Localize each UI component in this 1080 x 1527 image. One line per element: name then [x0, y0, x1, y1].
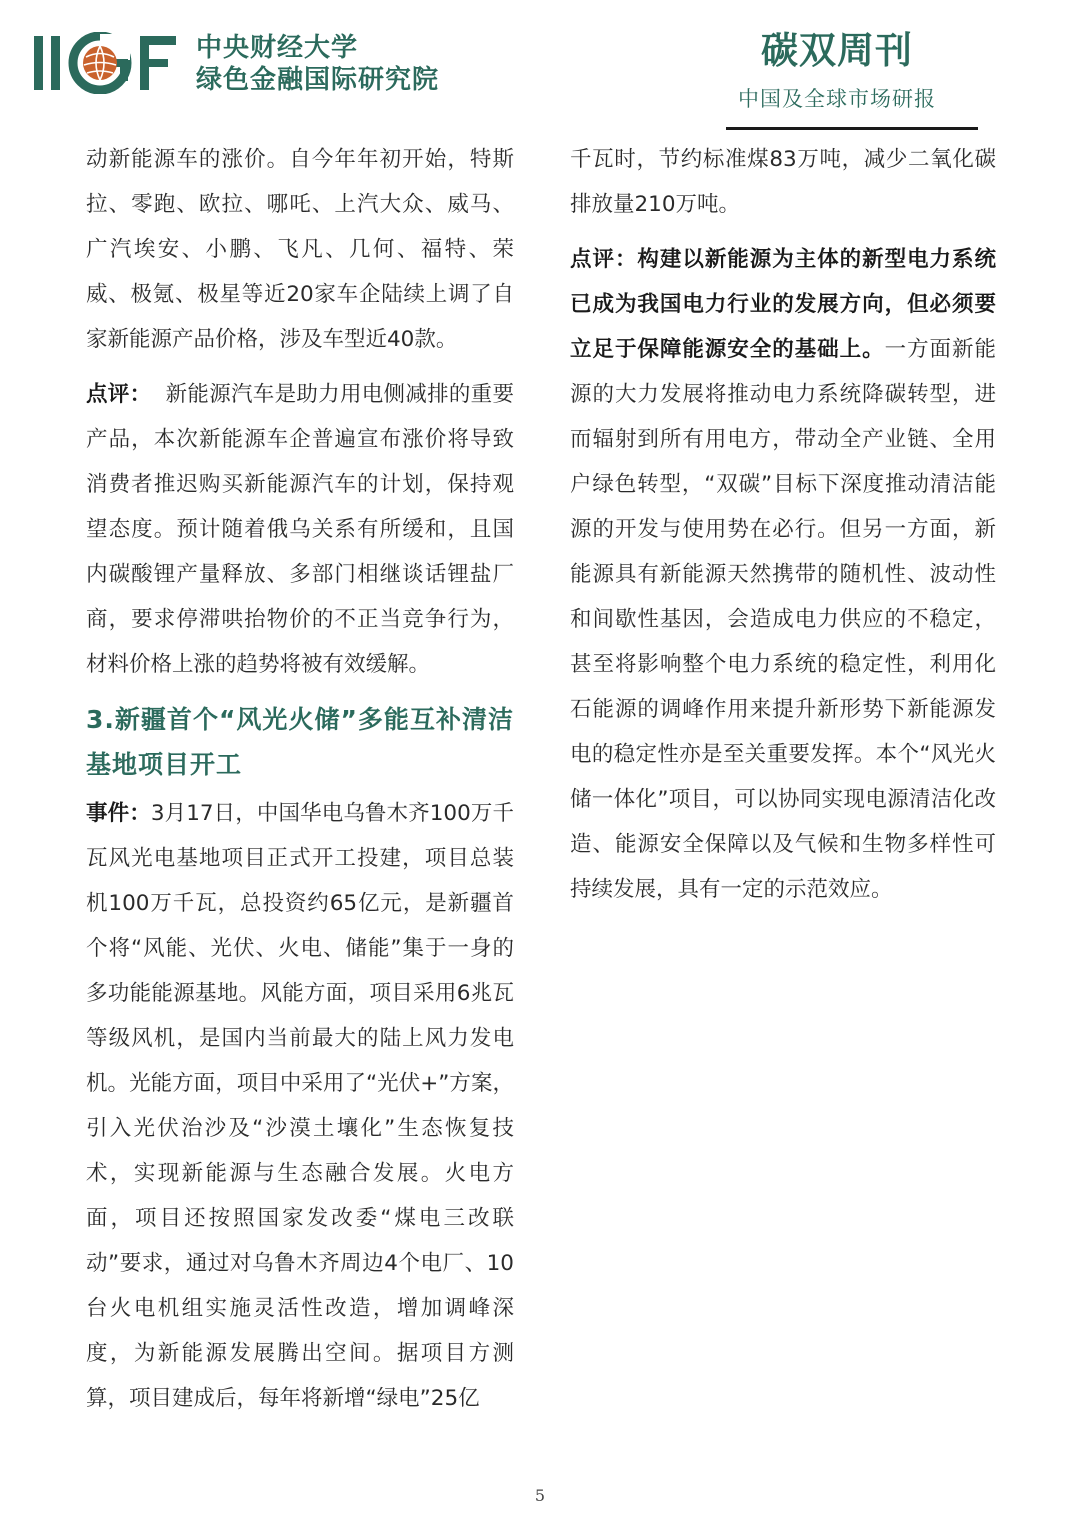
left-column: [86, 137, 514, 1431]
organization-name: [196, 32, 439, 96]
event-text: 3月17日，中国华电乌鲁木齐100万千瓦风光电基地项目正式开工投建，项目总装机100万千瓦，总投资约65亿元，是新疆首个将“风能、光伏、火电、储能”集于一身的多功能能源基地。风能方面，项目采用6兆瓦等级风机，是国内当前最大的陆上风力发电机。光能方面，项目中采用了“光伏+”方案，引入光伏治沙及“沙漠土壤化”生态恢复技术，实现新能源与生态融合发展。火电方面，项目还按照国家发改委“煤电三改联动”要求，通过对乌鲁木齐周边4个电厂、10台火电机组实施灵活性改造，增加调峰深度，为新能源发展腾出空间。据项目方测算，项目建成后，每年将新增“绿电”25亿: [86, 801, 514, 1411]
paragraph: 动新能源车的涨价。自今年年初开始，特斯拉、零跑、欧拉、哪吒、上汽大众、威马、广汽埃安、小鹏、飞凡、几何、福特、荣威、极氪、极星等近20家车企陆续上调了自家新能源产品价格，涉及车型近40款。: [86, 147, 514, 352]
paragraph: 千瓦时，节约标准煤83万吨，减少二氧化碳排放量210万吨。: [570, 147, 996, 217]
comment-text: 一方面新能源的大力发展将推动电力系统降碳转型，进而辐射到所有用电方，带动全产业链、全用户绿色转型，“双碳”目标下深度推动清洁能源的开发与使用势在必行。但另一方面，新能源具有新能源天然携带的随机性、波动性和间歇性基因，会造成电力供应的不稳定，甚至将影响整个电力系统的稳定性，利用化石能源的调峰作用来提升新形势下新能源发电的稳定性亦是至关重要发挥。本个“风光火储一体化”项目，可以协同实现电源清洁化改造、能源安全保障以及气候和生物多样性可持续发展，具有一定的示范效应。: [570, 337, 996, 902]
iigf-logo-mark: [34, 32, 184, 94]
comment-bold-text: 构建以新能源为主体的新型电力系统已成为我国电力行业的发展方向，但必须要立足于保障能源安全的基础上。: [570, 247, 996, 362]
page-header: [0, 0, 1080, 135]
org-line-1: 中央财经大学: [196, 33, 359, 63]
comment-text: 新能源汽车是助力用电侧减排的重要产品，本次新能源车企普遍宣布涨价将导致消费者推迟购买新能源汽车的计划，保持观望态度。预计随着俄乌关系有所缓和，且国内碳酸锂产量释放、多部门相继谈话锂盐厂商，要求停滞哄抬物价的不正当竞争行为，材料价格上涨的趋势将被有效缓解。: [86, 382, 514, 677]
publication-block: [722, 28, 952, 114]
publication-title: 碳双周刊: [761, 29, 913, 72]
page-number: 5: [534, 1486, 546, 1505]
iigf-logo: [34, 32, 184, 94]
publication-subtitle: 中国及全球市场研报: [738, 87, 936, 111]
comment-label: 点评：: [86, 382, 152, 407]
org-line-2: 绿色金融国际研究院: [196, 65, 440, 95]
event-label: 事件：: [86, 801, 151, 826]
section-title: 3.新疆首个“风光火储”多能互补清洁基地项目开工: [86, 705, 514, 779]
header-rule: [726, 127, 978, 130]
comment-label: 点评：: [570, 247, 638, 272]
comment-paragraph: [570, 237, 996, 912]
comment-paragraph: [86, 372, 514, 687]
event-paragraph: [86, 791, 514, 1421]
right-column: [570, 137, 996, 922]
